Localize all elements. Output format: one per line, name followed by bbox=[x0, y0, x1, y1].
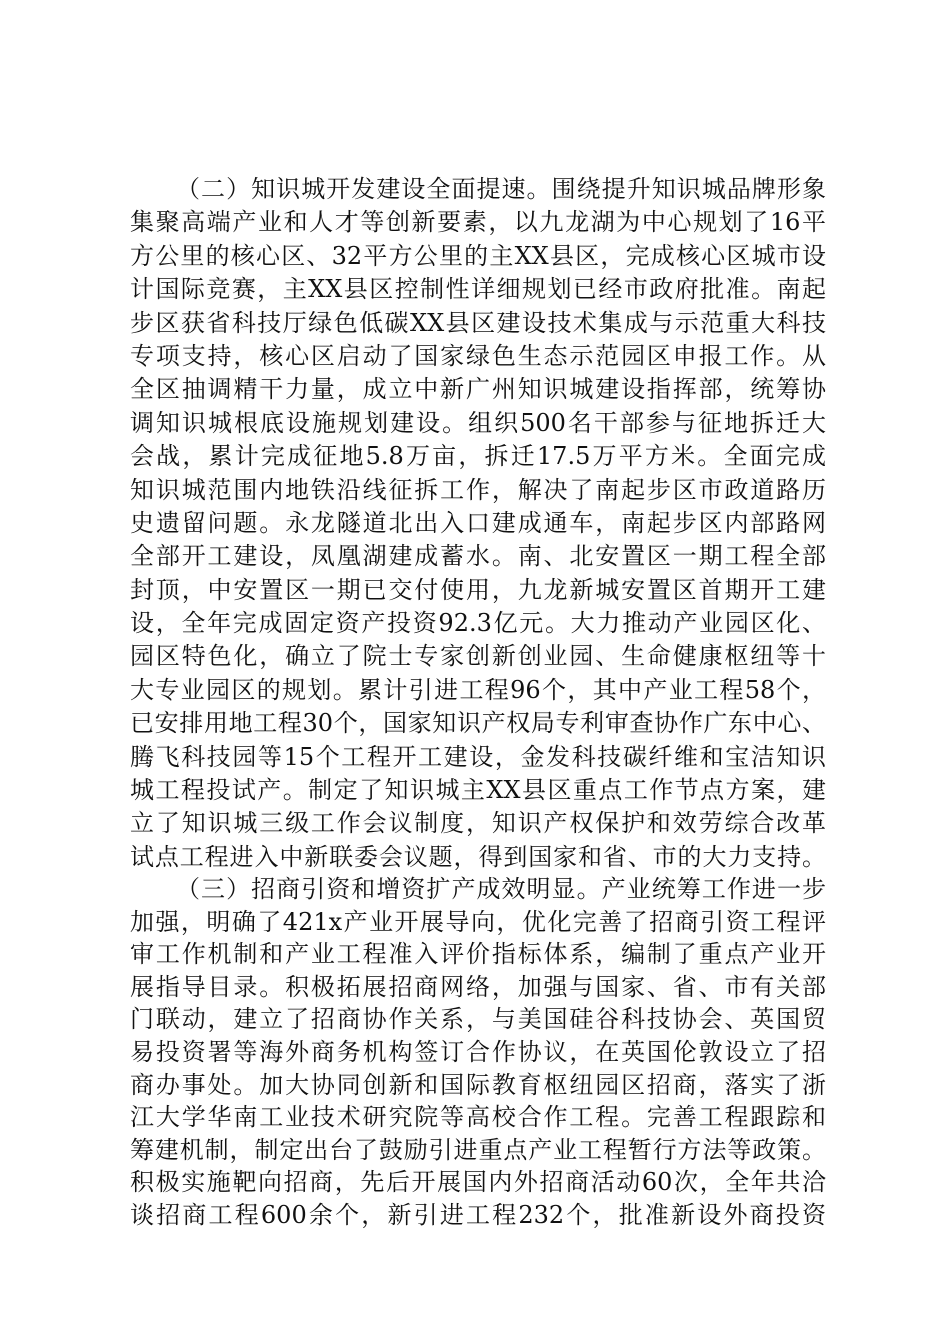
text-line: 计国际竞赛，主XX县区控制性详细规划已经市政府批准。南起 bbox=[130, 275, 826, 304]
text-line: 设，全年完成固定资产投资92.3亿元。大力推动产业园区化、 bbox=[130, 609, 826, 638]
text-line: 大专业园区的规划。累计引进工程96个，其中产业工程58个， bbox=[130, 675, 826, 704]
text-line: （三）招商引资和增资扩产成效明显。产业统筹工作进一步 bbox=[176, 875, 826, 903]
text-line: 步区获省科技厅绿色低碳XX县区建设技术集成与示范重大科技 bbox=[130, 308, 826, 337]
text-line: 审工作机制和产业工程准入评价指标体系，编制了重点产业开 bbox=[130, 940, 826, 969]
text-line: （二）知识城开发建设全面提速。围绕提升知识城品牌形象 bbox=[176, 175, 826, 203]
text-line: 方公里的核心区、32平方公里的主XX县区，完成核心区城市设 bbox=[130, 241, 826, 270]
text-line: 筹建机制，制定出台了鼓励引进重点产业工程暂行方法等政策。 bbox=[130, 1135, 826, 1164]
text-line: 积极实施靶向招商，先后开展国内外招商活动60次，全年共洽 bbox=[130, 1168, 826, 1197]
text-line: 谈招商工程600余个，新引进工程232个，批准新设外商投资 bbox=[130, 1200, 826, 1229]
paragraph-investment bbox=[130, 873, 826, 1232]
text-line: 腾飞科技园等15个工程开工建设，金发科技碳纤维和宝洁知识 bbox=[130, 742, 826, 771]
text-line: 调知识城根底设施规划建设。组织500名干部参与征地拆迁大 bbox=[130, 408, 826, 437]
text-line: 展指导目录。积极拓展招商网络，加强与国家、省、市有关部 bbox=[130, 972, 826, 1001]
text-line: 集聚高端产业和人才等创新要素，以九龙湖为中心规划了16平 bbox=[130, 208, 826, 237]
text-line: 史遗留问题。永龙隧道北出入口建成通车，南起步区内部路网 bbox=[130, 508, 826, 537]
text-line: 全区抽调精干力量，成立中新广州知识城建设指挥部，统筹协 bbox=[130, 375, 826, 404]
text-line: 园区特色化，确立了院士专家创新创业园、生命健康枢纽等十 bbox=[130, 642, 826, 671]
text-line: 已安排用地工程30个，国家知识产权局专利审查协作广东中心、 bbox=[130, 709, 826, 738]
text-line: 江大学华南工业技术研究院等高校合作工程。完善工程跟踪和 bbox=[130, 1103, 826, 1132]
text-line: 封顶，中安置区一期已交付使用，九龙新城安置区首期开工建 bbox=[130, 575, 826, 604]
paragraph-knowledge-city bbox=[130, 173, 826, 874]
text-line: 全部开工建设，凤凰湖建成蓄水。南、北安置区一期工程全部 bbox=[130, 542, 826, 571]
text-line: 试点工程进入中新联委会议题，得到国家和省、市的大力支持。 bbox=[130, 842, 826, 871]
text-line: 加强，明确了421x产业开展导向，优化完善了招商引资工程评 bbox=[130, 907, 826, 936]
text-line: 城工程投试产。制定了知识城主XX县区重点工作节点方案，建 bbox=[130, 776, 826, 805]
text-line: 知识城范围内地铁沿线征拆工作，解决了南起步区市政道路历 bbox=[130, 475, 826, 504]
text-line: 门联动，建立了招商协作关系，与美国硅谷科技协会、英国贸 bbox=[130, 1005, 826, 1034]
text-line: 立了知识城三级工作会议制度，知识产权保护和效劳综合改革 bbox=[130, 809, 826, 838]
text-line: 易投资署等海外商务机构签订合作协议，在英国伦敦设立了招 bbox=[130, 1037, 826, 1066]
text-line: 专项支持，核心区启动了国家绿色生态示范园区申报工作。从 bbox=[130, 341, 826, 370]
text-line: 商办事处。加大协同创新和国际教育枢纽园区招商，落实了浙 bbox=[130, 1070, 826, 1099]
text-line: 会战，累计完成征地5.8万亩，拆迁17.5万平方米。全面完成 bbox=[130, 442, 826, 471]
